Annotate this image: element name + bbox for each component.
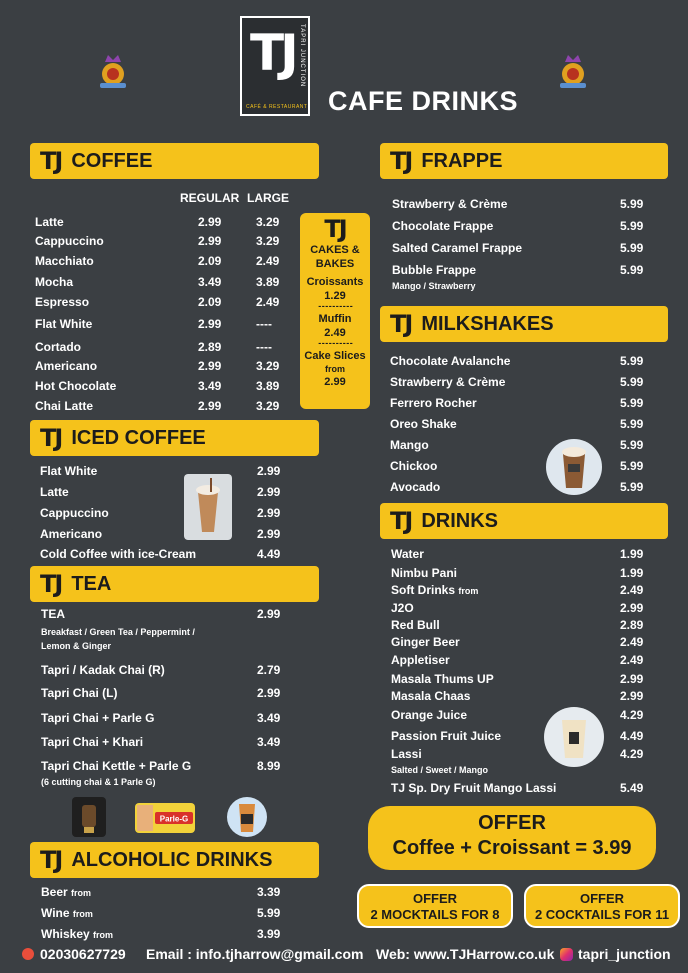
milkshakes-heading: MILKSHAKES — [421, 312, 554, 335]
menu-item-price: 2.89 — [198, 340, 222, 354]
lassi-note: Salted / Sweet / Mango — [391, 765, 489, 775]
menu-item-label: Wine — [41, 906, 70, 920]
menu-item-name — [40, 485, 69, 499]
menu-item-price-large: ---- — [256, 317, 272, 331]
cakes-divider: - - - - - - - - - - — [318, 338, 352, 348]
cake-slices-price: 2.99 — [324, 376, 346, 388]
tj-mark-icon: TJ — [40, 846, 62, 874]
menu-item-name — [35, 215, 64, 229]
menu-item-name — [35, 340, 81, 354]
menu-item-name — [391, 672, 494, 686]
menu-item-name — [41, 906, 93, 920]
menu-item-label: Cappuccino — [35, 234, 104, 248]
menu-item-label: Hot Chocolate — [35, 379, 117, 393]
menu-item-label: Flat White — [35, 317, 93, 331]
offer-text: 2 MOCKTAILS FOR 8 — [370, 907, 500, 922]
menu-item-label: Macchiato — [35, 254, 94, 268]
frappe-banner — [380, 143, 668, 179]
menu-item-name — [41, 686, 117, 700]
menu-item-price: 3.49 — [257, 735, 281, 749]
menu-item-name — [390, 375, 505, 389]
menu-item-label: Ferrero Rocher — [390, 396, 477, 410]
menu-item-label: Avocado — [390, 480, 441, 494]
menu-item-label: Whiskey — [41, 927, 90, 941]
menu-item-label: Ginger Beer — [391, 635, 460, 649]
menu-item-price: 2.99 — [198, 215, 222, 229]
menu-item-name — [40, 464, 97, 478]
iced-coffee-heading: ICED COFFEE — [71, 426, 206, 449]
menu-item-name — [390, 354, 510, 368]
menu-item-name — [40, 527, 102, 541]
menu-item-name — [391, 601, 414, 615]
menu-item-price: 4.29 — [620, 747, 644, 761]
menu-item-price: 2.99 — [198, 359, 222, 373]
menu-item-name — [35, 359, 97, 373]
iced-coffee-banner — [30, 420, 319, 456]
crest-icon-right — [556, 52, 590, 90]
chai-kettle-photo — [72, 797, 106, 837]
offer-mocktails — [357, 884, 513, 928]
muffin-label: Muffin — [318, 313, 352, 325]
tj-mark-icon: TJ — [324, 215, 346, 243]
menu-item-label: Mango — [390, 438, 429, 452]
menu-item-price: 2.99 — [620, 689, 644, 703]
menu-item-name — [391, 729, 501, 743]
menu-item-name — [392, 263, 476, 277]
footer-web[interactable]: Web: www.TJHarrow.co.uk — [376, 946, 555, 962]
parle-g-label: Parle-G — [159, 814, 189, 824]
menu-item-price-large: 3.89 — [256, 275, 280, 289]
menu-item-label: Tapri Chai Kettle + Parle G — [41, 759, 192, 773]
menu-item-name — [391, 708, 467, 722]
menu-item-label: Strawberry & Crème — [390, 375, 506, 389]
from-label: from — [93, 930, 114, 940]
menu-item-price-large: 3.29 — [256, 359, 280, 373]
kettle-note: (6 cutting chai & 1 Parle G) — [41, 777, 156, 787]
menu-item-name — [35, 275, 73, 289]
menu-item-name — [41, 885, 91, 899]
menu-item-price: 2.79 — [257, 663, 281, 677]
milkshake-photo — [546, 438, 602, 496]
croissants-price: 1.29 — [324, 290, 346, 302]
menu-item-name — [391, 653, 450, 667]
menu-item-price: 2.49 — [620, 635, 644, 649]
footer-instagram[interactable] — [560, 946, 671, 962]
menu-item-price: 5.99 — [620, 197, 644, 211]
offer-title: OFFER — [412, 891, 458, 906]
menu-item-price: 5.99 — [620, 459, 644, 473]
menu-item-price: 2.49 — [620, 583, 644, 597]
menu-item-price: 2.99 — [257, 686, 281, 700]
logo-mark: TJ — [250, 24, 295, 82]
menu-item-name — [41, 927, 113, 941]
menu-item-label: Americano — [35, 359, 98, 373]
menu-item-name — [392, 219, 493, 233]
menu-item-price: 4.49 — [257, 547, 281, 561]
menu-item-price-large: 2.49 — [256, 254, 280, 268]
bubble-frappe-note: Mango / Strawberry — [392, 281, 476, 291]
menu-item-price: 2.99 — [257, 485, 281, 499]
tea-item-price: 2.99 — [257, 607, 281, 621]
offer-title: OFFER — [478, 812, 546, 834]
parle-g-photo — [135, 803, 195, 833]
menu-item-label: Latte — [40, 485, 69, 499]
menu-item-price: 3.49 — [257, 711, 281, 725]
menu-item-name — [40, 506, 109, 520]
menu-item-label: Americano — [40, 527, 103, 541]
milkshakes-banner — [380, 306, 668, 342]
drinks-banner — [380, 503, 668, 539]
menu-item-price: 2.09 — [198, 295, 222, 309]
coffee-col-large: LARGE — [247, 191, 289, 205]
brand-logo — [240, 16, 310, 116]
menu-item-name — [390, 480, 440, 494]
juice-photo — [543, 706, 605, 768]
menu-item-price-large: 3.29 — [256, 215, 280, 229]
menu-item-name — [391, 583, 478, 597]
menu-item-name — [391, 566, 457, 580]
offer-coffee-croissant — [368, 806, 656, 870]
phone-number: 02030627729 — [40, 946, 126, 962]
offer-text: Coffee + Croissant = 3.99 — [392, 837, 632, 859]
cakes-divider: - - - - - - - - - - — [318, 301, 352, 311]
logo-subtext: CAFÉ & RESTAURANT — [246, 104, 308, 110]
iced-coffee-photo — [184, 474, 232, 540]
menu-item-price-large: 2.49 — [256, 295, 280, 309]
menu-item-label: Passion Fruit Juice — [391, 729, 502, 743]
menu-item-name — [390, 396, 477, 410]
cake-slices-label: Cake Slices — [304, 350, 366, 362]
instagram-icon — [560, 948, 573, 961]
menu-item-label: Cappuccino — [40, 506, 109, 520]
tj-mark-icon: TJ — [390, 507, 412, 535]
tj-mark-icon: TJ — [40, 570, 62, 598]
cake-slices-from: from — [325, 364, 345, 374]
tj-mark-icon: TJ — [390, 147, 412, 175]
menu-item-price: 4.49 — [620, 729, 644, 743]
menu-item-label: Nimbu Pani — [391, 566, 458, 580]
menu-item-name — [390, 459, 437, 473]
menu-item-price-large: 3.29 — [256, 234, 280, 248]
logo-side-text: TAPRI JUNCTION — [299, 24, 305, 88]
menu-item-label: Tapri Chai + Parle G — [41, 711, 155, 725]
menu-item-price: 5.99 — [620, 241, 644, 255]
menu-item-name — [391, 747, 422, 761]
from-label: from — [72, 909, 93, 919]
menu-item-label: Chai Latte — [35, 399, 94, 413]
menu-item-name — [41, 711, 154, 725]
menu-item-label: Red Bull — [391, 618, 440, 632]
footer-email[interactable]: Email : info.tjharrow@gmail.com — [146, 946, 364, 962]
cakes-bakes-box — [300, 213, 370, 409]
menu-item-label: Soft Drinks — [391, 583, 456, 597]
footer-phone[interactable] — [22, 946, 126, 962]
offer-text: 2 COCKTAILS FOR 11 — [534, 907, 670, 922]
menu-item-price: 2.09 — [198, 254, 222, 268]
menu-item-label: Espresso — [35, 295, 90, 309]
menu-item-name — [35, 317, 92, 331]
menu-item-label: Tapri / Kadak Chai (R) — [41, 663, 165, 677]
menu-item-price-large: 3.29 — [256, 399, 280, 413]
menu-item-label: Cortado — [35, 340, 81, 354]
menu-item-label: Chocolate Frappe — [392, 219, 494, 233]
page-title: CAFE DRINKS — [328, 86, 519, 116]
menu-item-label: Water — [391, 547, 424, 561]
menu-item-price: 1.99 — [620, 566, 644, 580]
menu-item-price: 4.29 — [620, 708, 644, 722]
tea-banner — [30, 566, 319, 602]
menu-item-name — [41, 663, 165, 677]
menu-item-label: Bubble Frappe — [392, 263, 477, 277]
menu-item-label: Beer — [41, 885, 68, 899]
menu-item-label: Strawberry & Crème — [392, 197, 508, 211]
menu-item-price: 5.99 — [620, 417, 644, 431]
menu-item-name — [390, 417, 457, 431]
menu-item-name — [392, 197, 507, 211]
menu-item-name — [391, 547, 424, 561]
from-label: from — [71, 888, 92, 898]
frappe-heading: FRAPPE — [421, 149, 503, 172]
menu-item-name — [35, 399, 93, 413]
menu-item-price: 2.99 — [198, 317, 222, 331]
menu-item-name — [40, 547, 196, 561]
menu-item-price-large: ---- — [256, 340, 272, 354]
menu-item-price: 2.49 — [620, 653, 644, 667]
menu-item-price: 5.99 — [620, 354, 644, 368]
menu-item-label: Masala Chaas — [391, 689, 471, 703]
menu-item-price: 5.99 — [620, 263, 644, 277]
muffin-price: 2.49 — [324, 327, 346, 339]
menu-item-price: 1.99 — [620, 547, 644, 561]
menu-item-label: Flat White — [40, 464, 98, 478]
tj-mark-icon: TJ — [390, 310, 412, 338]
menu-item-label: Chocolate Avalanche — [390, 354, 511, 368]
menu-item-name — [390, 438, 429, 452]
alcoholic-heading: ALCOHOLIC DRINKS — [71, 848, 273, 871]
chai-glass-photo — [224, 796, 270, 838]
menu-item-price: 2.99 — [198, 234, 222, 248]
menu-item-price: 2.99 — [257, 506, 281, 520]
tj-mark-icon: TJ — [40, 147, 62, 175]
crest-icon-left — [96, 52, 130, 90]
menu-item-price-large: 3.89 — [256, 379, 280, 393]
menu-item-label: Masala Thums UP — [391, 672, 494, 686]
coffee-banner — [30, 143, 319, 179]
menu-item-name — [35, 379, 116, 393]
offer-cocktails — [524, 884, 680, 928]
menu-item-name — [392, 241, 522, 255]
menu-item-price: 2.99 — [198, 399, 222, 413]
tea-note: Lemon & Ginger — [41, 641, 112, 651]
menu-item-name — [41, 759, 191, 773]
menu-item-price: 5.99 — [620, 480, 644, 494]
menu-item-label: TJ Sp. Dry Fruit Mango Lassi — [391, 781, 557, 795]
menu-item-label: Appletiser — [391, 653, 450, 667]
phone-icon — [22, 948, 34, 960]
menu-item-price: 3.39 — [257, 885, 281, 899]
menu-item-name — [391, 635, 460, 649]
menu-item-price: 5.49 — [620, 781, 644, 795]
menu-item-label: Chickoo — [390, 459, 438, 473]
coffee-heading: COFFEE — [71, 149, 153, 172]
croissants-label: Croissants — [306, 276, 364, 288]
menu-item-label: Salted Caramel Frappe — [392, 241, 523, 255]
menu-item-label: Tapri Chai + Khari — [41, 735, 144, 749]
menu-item-price: 3.49 — [198, 275, 222, 289]
menu-item-price: 5.99 — [620, 438, 644, 452]
menu-item-label: Tapri Chai (L) — [41, 686, 118, 700]
menu-item-price: 2.89 — [620, 618, 644, 632]
menu-item-price: 2.99 — [620, 601, 644, 615]
alcoholic-banner — [30, 842, 319, 878]
tea-note: Breakfast / Green Tea / Peppermint / — [41, 627, 195, 637]
cakes-heading-2: BAKES — [315, 258, 355, 270]
menu-item-price: 2.99 — [257, 464, 281, 478]
tj-mark-icon: TJ — [40, 424, 62, 452]
menu-item-label: Lassi — [391, 747, 422, 761]
menu-item-name — [41, 735, 143, 749]
menu-item-name — [391, 618, 440, 632]
menu-item-price: 2.99 — [257, 527, 281, 541]
drinks-heading: DRINKS — [421, 509, 498, 532]
menu-item-label: Latte — [35, 215, 64, 229]
menu-item-name — [391, 689, 470, 703]
from-label: from — [458, 586, 479, 596]
menu-item-price: 5.99 — [257, 906, 281, 920]
menu-item-price: 8.99 — [257, 759, 281, 773]
menu-item-name — [391, 781, 556, 795]
menu-item-price: 3.49 — [198, 379, 222, 393]
menu-item-price: 3.99 — [257, 927, 281, 941]
menu-item-price: 5.99 — [620, 375, 644, 389]
menu-item-label: Cold Coffee with ice-Cream — [40, 547, 197, 561]
menu-item-price: 5.99 — [620, 219, 644, 233]
tea-item-name: TEA — [41, 607, 65, 621]
menu-item-name — [35, 234, 104, 248]
menu-item-name — [35, 295, 89, 309]
menu-item-label: Orange Juice — [391, 708, 468, 722]
offer-title: OFFER — [579, 891, 625, 906]
menu-item-price: 2.99 — [620, 672, 644, 686]
instagram-handle: tapri_junction — [578, 946, 671, 962]
menu-item-label: Oreo Shake — [390, 417, 457, 431]
coffee-col-regular: REGULAR — [180, 191, 240, 205]
menu-item-price: 5.99 — [620, 396, 644, 410]
tea-heading: TEA — [71, 572, 112, 595]
menu-item-name — [35, 254, 94, 268]
menu-item-label: Mocha — [35, 275, 74, 289]
menu-item-label: J2O — [391, 601, 414, 615]
cakes-heading-1: CAKES & — [310, 244, 360, 256]
